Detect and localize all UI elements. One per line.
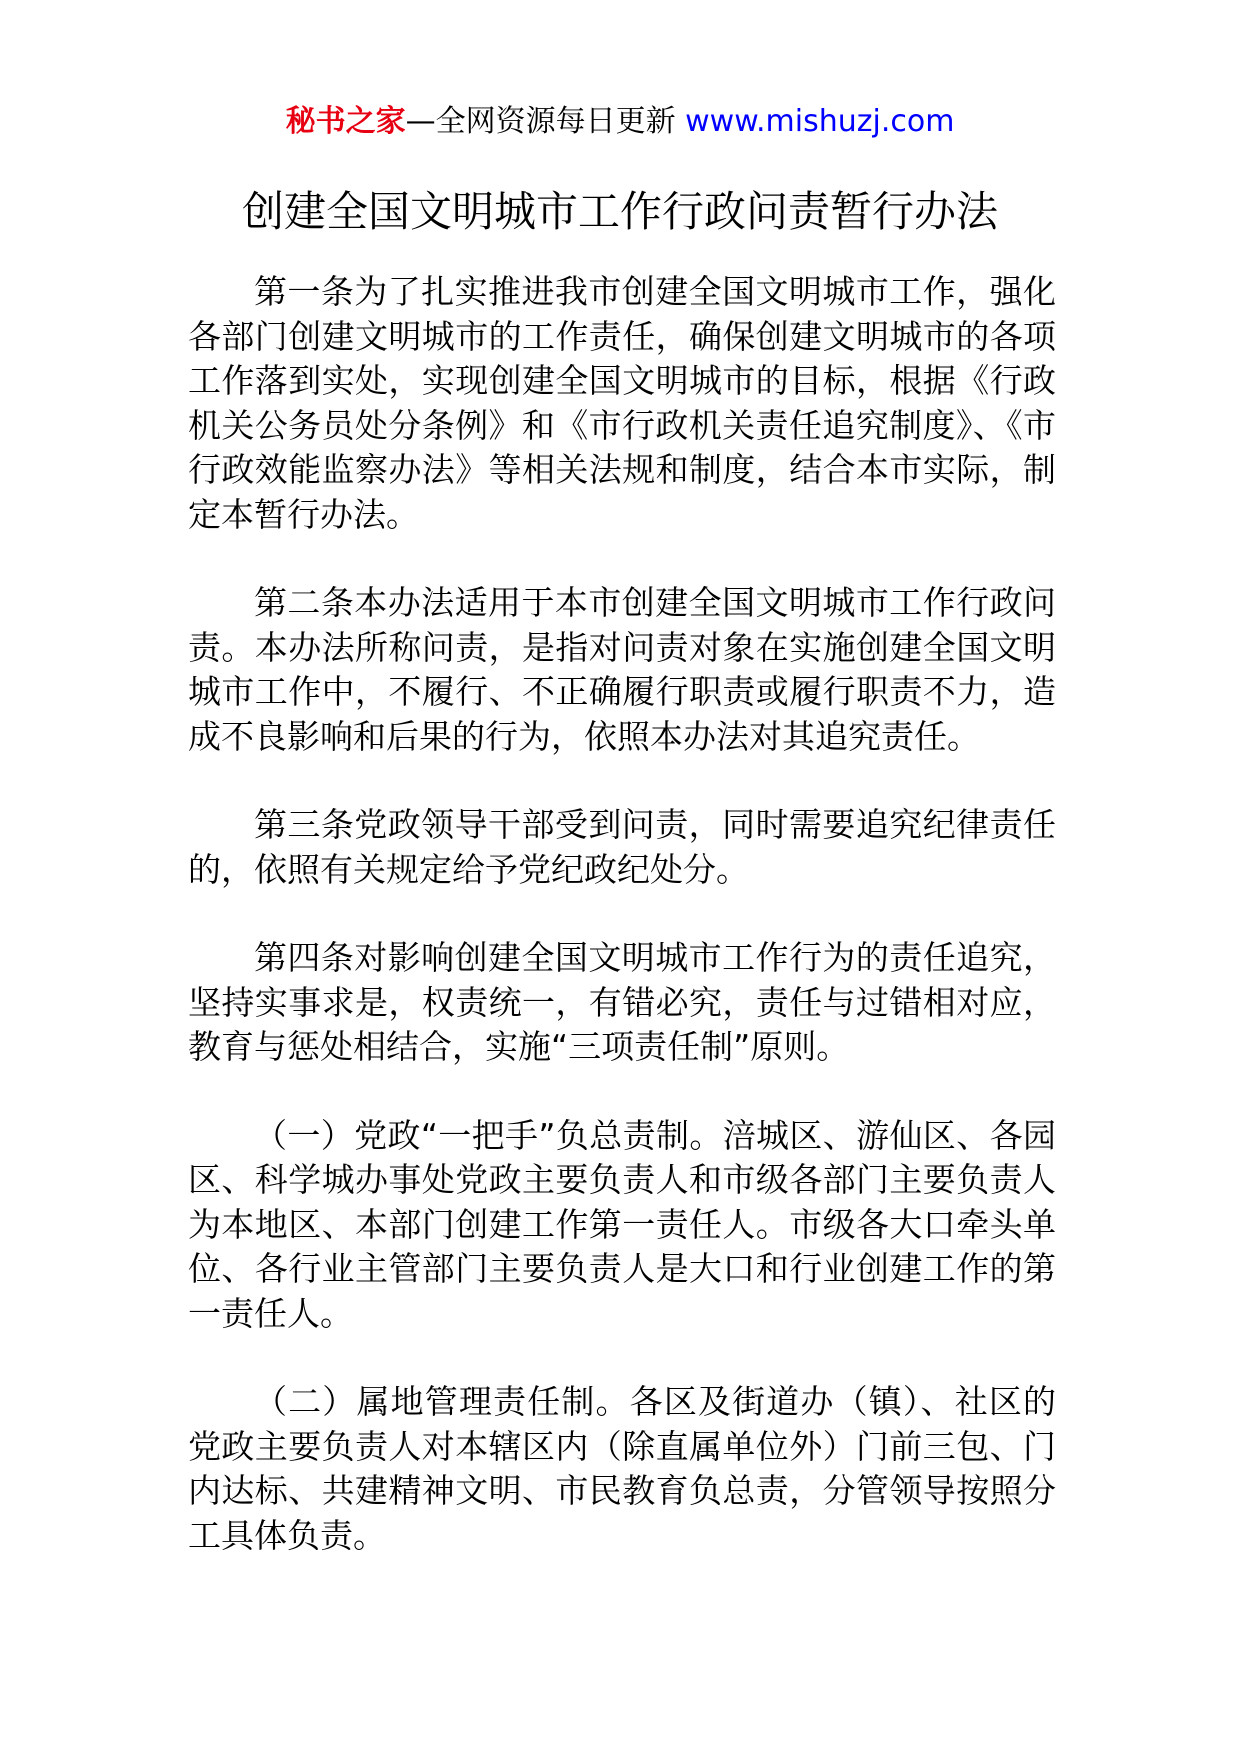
site-brand: 秘书之家 [285,104,406,139]
article-1-paragraph: 第一条为了扎实推进我市创建全国文明城市工作，强化各部门创建文明城市的工作责任，确保创建文明城市的各项工作落到实处，实现创建全国文明城市的目标，根据《行政机关公务员处分条例》和《市行政机关责任追究制度》、《市行政效能监察办法》等相关法规和制度，结合本市实际，制定本暂行办法。 [188,272,1056,534]
site-url-link[interactable]: www.mishuzj.com [685,104,955,139]
site-header [0,100,1240,144]
site-tagline: —全网资源每日更新 [405,104,676,139]
document-body [188,270,1056,1602]
clause-2-paragraph: （二）属地管理责任制。各区及街道办（镇）、社区的党政主要负责人对本辖区内（除直属单位外）门前三包、门内达标、共建精神文明、市民教育负总责，分管领导按照分工具体负责。 [188,1382,1056,1555]
article-3-paragraph: 第三条党政领导干部受到问责，同时需要追究纪律责任的，依照有关规定给予党纪政纪处分。 [188,805,1056,889]
article-2-paragraph: 第二条本办法适用于本市创建全国文明城市工作行政问责。本办法所称问责，是指对问责对象在实施创建全国文明城市工作中，不履行、不正确履行职责或履行职责不力，造成不良影响和后果的行为，依照本办法对其追究责任。 [188,583,1056,756]
article-4-paragraph: 第四条对影响创建全国文明城市工作行为的责任追究，坚持实事求是，权责统一，有错必究，责任与过错相对应，教育与惩处相结合，实施“三项责任制”原则。 [188,938,1056,1066]
document-title: 创建全国文明城市工作行政问责暂行办法 [241,187,998,236]
clause-1-paragraph: （一）党政“一把手”负总责制。涪城区、游仙区、各园区、科学城办事处党政主要负责人和市级各部门主要负责人为本地区、本部门创建工作第一责任人。市级各大口牵头单位、各行业主管部门主要负责人是大口和行业创建工作的第一责任人。 [188,1115,1056,1333]
